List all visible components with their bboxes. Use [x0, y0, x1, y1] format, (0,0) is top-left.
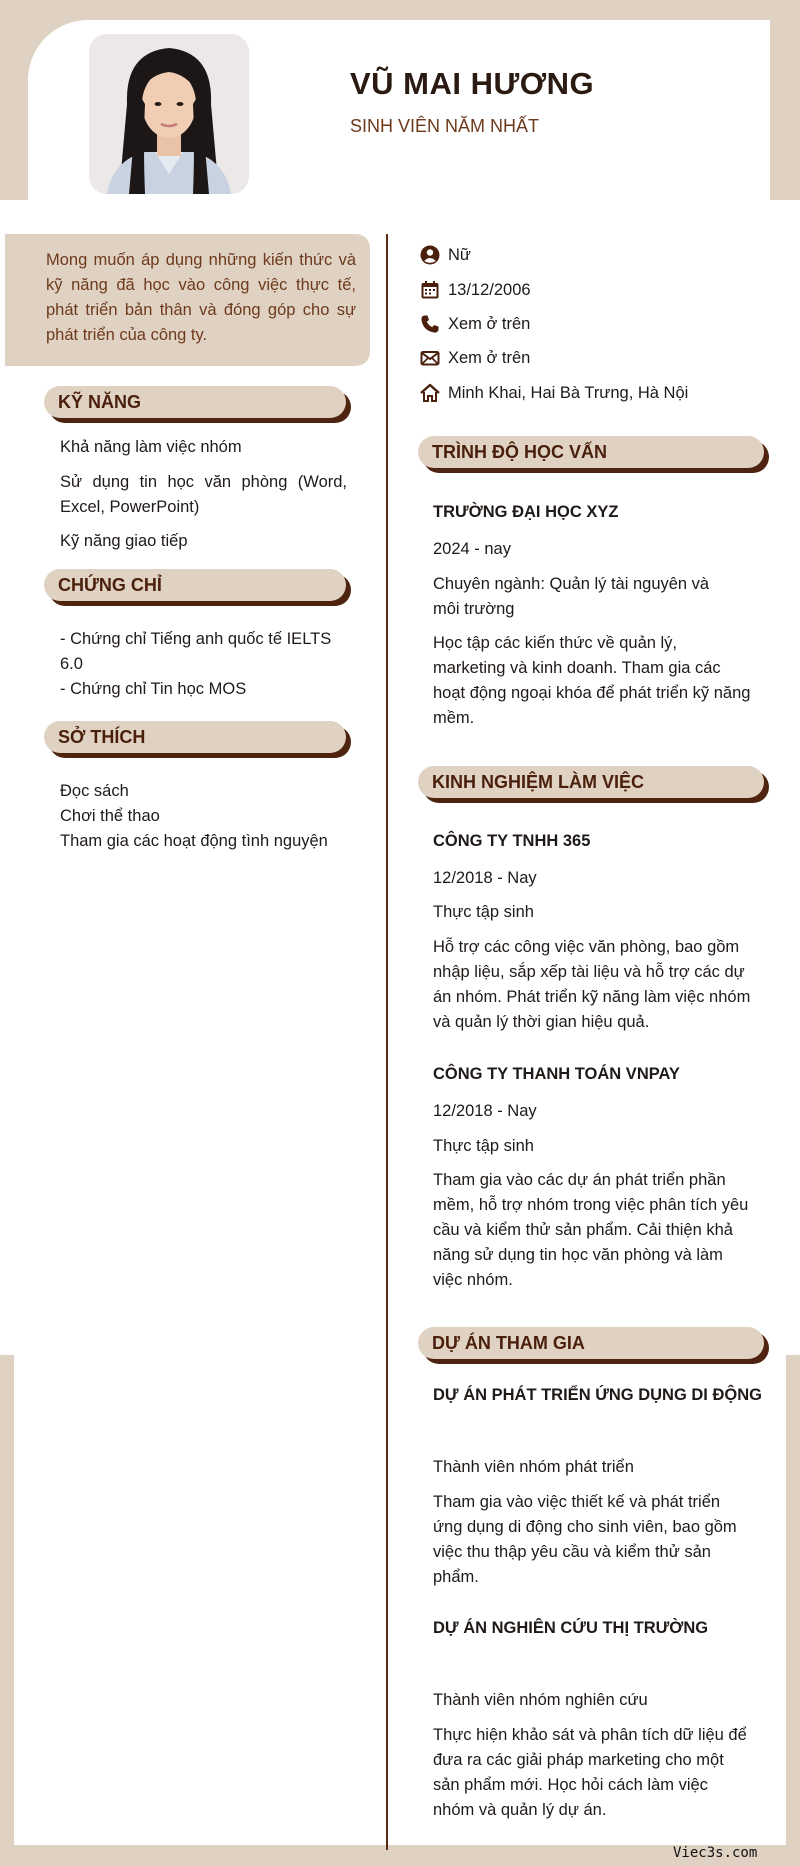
mail-icon — [420, 348, 440, 368]
job-period: 12/2018 - Nay — [433, 1102, 537, 1120]
certificate-item: - Chứng chỉ Tiếng anh quốc tế IELTS 6.0 — [60, 630, 332, 673]
user-icon — [420, 245, 440, 265]
education-description: Học tập các kiến thức về quản lý, marketing và kinh doanh. Tham gia các hoạt động ngoại khóa để phát triển kỹ năng mềm. — [433, 634, 751, 727]
job-company: CÔNG TY TNHH 365 — [433, 832, 591, 850]
project-name: DỰ ÁN PHÁT TRIỂN ỨNG DỤNG DI ĐỘNG — [433, 1386, 762, 1404]
projects-title: DỰ ÁN THAM GIA — [432, 1333, 585, 1353]
skill-item: Khả năng làm việc nhóm — [60, 438, 242, 456]
education-header — [418, 436, 764, 468]
birthday-value: 13/12/2006 — [448, 281, 531, 299]
phone-value: Xem ở trên — [448, 315, 531, 333]
phone-icon — [420, 314, 440, 334]
email-value: Xem ở trên — [448, 349, 531, 367]
experience-title: KINH NGHIỆM LÀM VIỆC — [432, 772, 645, 792]
home-icon — [420, 383, 440, 403]
profile-photo — [89, 34, 249, 194]
calendar-icon — [420, 280, 440, 300]
school-name: TRƯỜNG ĐẠI HỌC XYZ — [433, 503, 619, 521]
certificates-title: CHỨNG CHỈ — [58, 575, 162, 595]
job-period: 12/2018 - Nay — [433, 869, 537, 887]
project-name: DỰ ÁN NGHIÊN CỨU THỊ TRƯỜNG — [433, 1619, 709, 1637]
project-description: Tham gia vào việc thiết kế và phát triển ứng dụng di động cho sinh viên, bao gồm việc thu thập yêu cầu và kiểm thử sản phẩm. — [433, 1493, 737, 1586]
education-title: TRÌNH ĐỘ HỌC VẤN — [432, 442, 607, 462]
hobby-item: Đọc sách — [60, 782, 129, 800]
career-objective — [5, 234, 370, 366]
education-period: 2024 - nay — [433, 540, 511, 558]
job-company: CÔNG TY THANH TOÁN VNPAY — [433, 1065, 680, 1083]
candidate-name: VŨ MAI HƯƠNG — [350, 66, 595, 101]
hobby-item: Chơi thể thao — [60, 807, 160, 825]
skills-title: KỸ NĂNG — [58, 392, 142, 412]
hobby-item: Tham gia các hoạt động tình nguyện — [60, 832, 328, 850]
gender-value: Nữ — [448, 246, 471, 264]
certificates-header — [44, 569, 346, 601]
address-value: Minh Khai, Hai Bà Trưng, Hà Nội — [448, 384, 689, 402]
candidate-title: SINH VIÊN NĂM NHẤT — [350, 116, 540, 136]
projects-header — [418, 1327, 764, 1359]
column-divider — [386, 234, 388, 1850]
job-position: Thực tập sinh — [433, 1137, 534, 1155]
skill-item: Sử dụng tin học văn phòng (Word, Excel, PowerPoint) — [60, 473, 347, 516]
skill-item: Kỹ năng giao tiếp — [60, 532, 188, 550]
certificate-item: - Chứng chỉ Tin học MOS — [60, 680, 247, 698]
project-description: Thực hiện khảo sát và phân tích dữ liệu để đưa ra các giải pháp marketing cho một sản phẩm mới. Học hỏi cách làm việc nhóm và quản lý dự án. — [433, 1726, 747, 1819]
job-description: Tham gia vào các dự án phát triển phần mềm, hỗ trợ nhóm trong việc phân tích yêu cầu và kiểm thử sản phẩm. Cải thiện khả năng sử dụng tin học văn phòng và làm việc nhóm. — [433, 1171, 749, 1289]
watermark: Viec3s.com — [673, 1845, 758, 1861]
hobbies-header — [44, 721, 346, 753]
job-position: Thực tập sinh — [433, 903, 534, 921]
hobbies-title: SỞ THÍCH — [58, 727, 146, 747]
education-major: Chuyên ngành: Quản lý tài nguyên và môi trường — [433, 575, 710, 618]
objective-text: Mong muốn áp dụng những kiến thức và kỹ năng đã học vào công việc thực tế, phát triển bản thân và đóng góp cho sự phát triển của công ty. — [46, 251, 356, 344]
job-description: Hỗ trợ các công việc văn phòng, bao gồm nhập liệu, sắp xếp tài liệu và hỗ trợ các dự án nhóm. Phát triển kỹ năng làm việc nhóm và quản lý thời gian hiệu quả. — [433, 938, 751, 1031]
project-role: Thành viên nhóm nghiên cứu — [433, 1691, 648, 1709]
project-role: Thành viên nhóm phát triển — [433, 1458, 634, 1476]
skills-header — [44, 386, 346, 418]
experience-header — [418, 766, 764, 798]
